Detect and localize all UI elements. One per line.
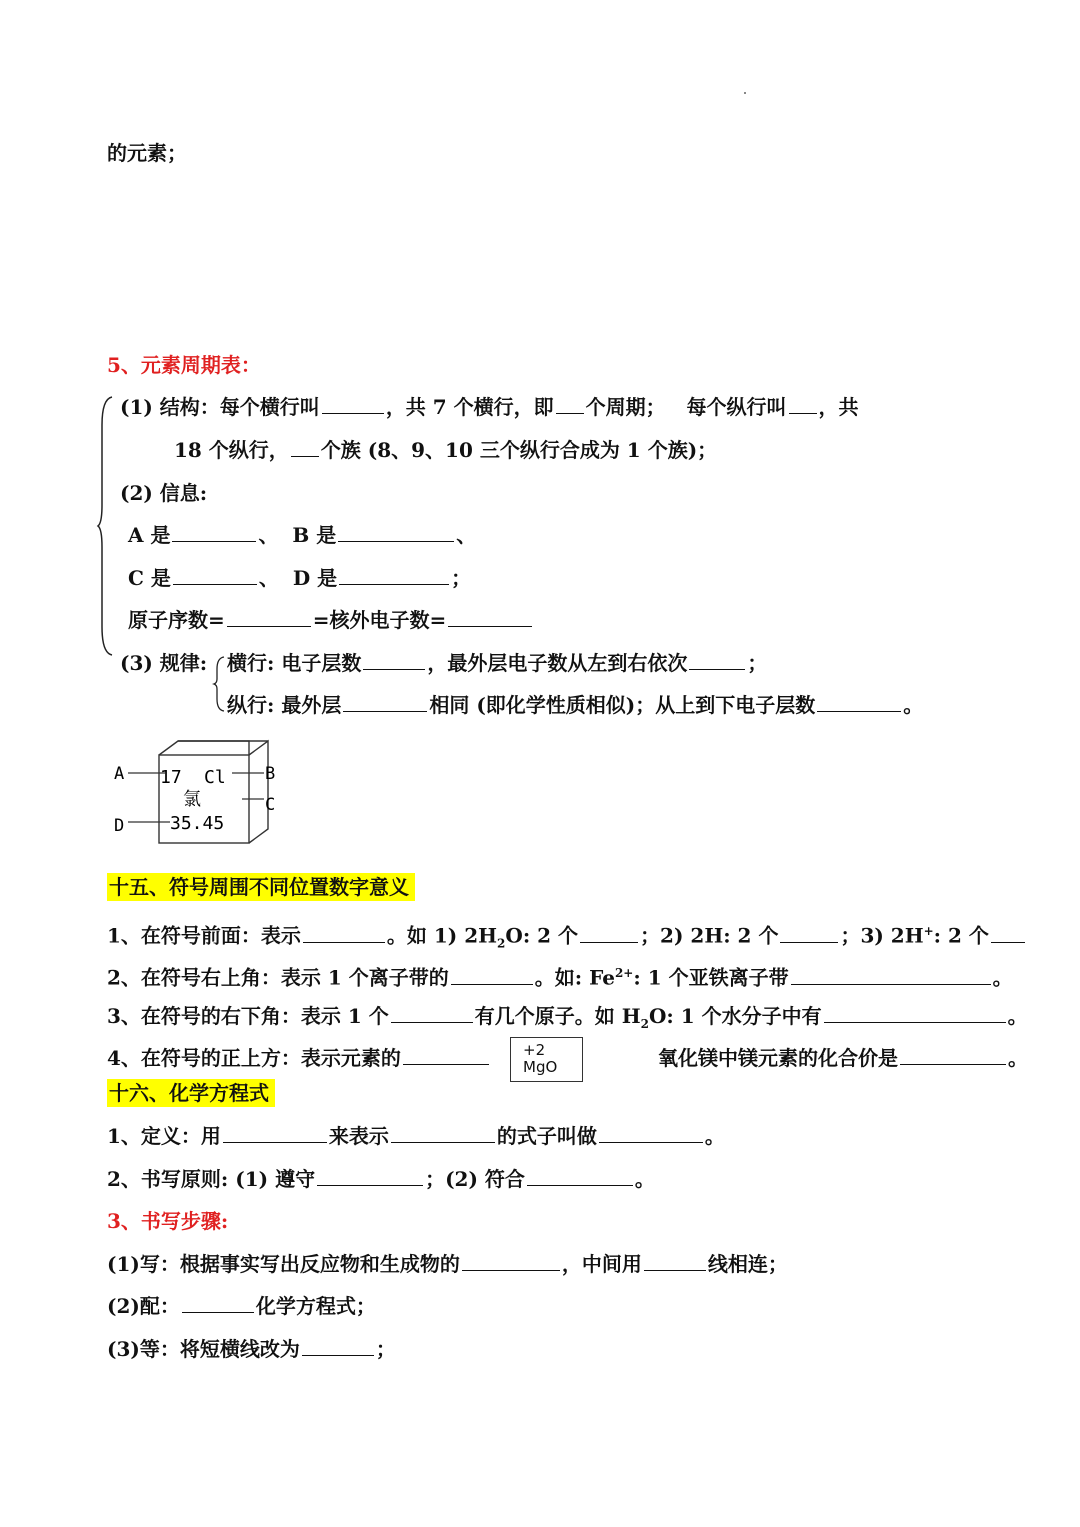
- blank-row-trend[interactable]: [689, 649, 745, 670]
- blank-equal-sign[interactable]: [302, 1335, 374, 1356]
- step-equal: (3)等：将短横线改为 ；: [107, 1337, 396, 1361]
- coefficient-line: 1、在符号前面：表示 。如 1) $2H_2O$: 2 个 ；2) 2H: 2 个 ；3) 2H+: 2 个: [107, 916, 1027, 959]
- blank-row-layers[interactable]: [363, 649, 425, 670]
- subscript-line: 3、在符号的右下角：表示 1 个 有几个原子。如 $H_2O$: 1 个水分子中有 。: [107, 1004, 1028, 1031]
- element-cube-diagram: [108, 735, 288, 850]
- label-b: B: [265, 764, 276, 784]
- blank-row-name[interactable]: [322, 393, 384, 414]
- mgo-valence-text: 氧化镁中镁元素的化合价是 。: [658, 1046, 1028, 1070]
- blank-group-count[interactable]: [291, 436, 319, 457]
- blank-fe-charge[interactable]: [791, 964, 991, 985]
- cube-side-face: [249, 741, 268, 843]
- label-d: D: [114, 816, 125, 836]
- rule-label: (3) 规律:: [120, 651, 208, 675]
- blank-def-represent[interactable]: [391, 1122, 495, 1143]
- blank-obey[interactable]: [317, 1165, 423, 1186]
- blank-balance[interactable]: [182, 1292, 254, 1313]
- rule-brace: [212, 655, 226, 713]
- step-write: (1)写：根据事实写出反应物和生成物的 ，中间用 线相连；: [107, 1252, 788, 1276]
- blank-2h-plus[interactable]: [991, 922, 1025, 943]
- blank-2h[interactable]: [780, 922, 838, 943]
- atomic-number: 17: [160, 767, 182, 788]
- principle-line: 2、书写原则: (1) 遵守 ；(2) 符合 。: [107, 1167, 655, 1191]
- cube-top-face: [159, 741, 249, 755]
- blank-conform[interactable]: [527, 1165, 633, 1186]
- section-16-heading: 十六、化学方程式: [107, 1078, 275, 1108]
- column-rule-line: 纵行: 最外层 相同 (即化学性质相似)；从上到下电子层数 。: [227, 693, 924, 717]
- blank-electron[interactable]: [448, 606, 532, 627]
- ab-line: A 是 、 B 是 、: [128, 523, 477, 547]
- intro-tail: 的元素；: [107, 141, 187, 165]
- above-symbol-line: 4、在符号的正上方：表示元素的: [107, 1043, 491, 1073]
- blank-column-name[interactable]: [789, 393, 817, 414]
- blank-column-outer[interactable]: [343, 691, 427, 712]
- blank-front-meaning[interactable]: [303, 922, 385, 943]
- info-label: (2) 信息:: [120, 481, 208, 505]
- stray-dot: [744, 92, 746, 94]
- blank-d[interactable]: [339, 564, 449, 585]
- mgo-valence-box: +2 MgO: [510, 1037, 583, 1082]
- element-name: 氯: [183, 789, 201, 810]
- step-balance: (2)配： 化学方程式；: [107, 1294, 376, 1318]
- blank-mg-valence[interactable]: [900, 1044, 1006, 1065]
- blank-c[interactable]: [173, 564, 257, 585]
- blank-charge[interactable]: [451, 964, 533, 985]
- blank-water-atoms[interactable]: [824, 1002, 1006, 1023]
- blank-a[interactable]: [172, 521, 256, 542]
- blank-2h2o[interactable]: [580, 922, 638, 943]
- label-a: A: [114, 764, 125, 784]
- cd-line: C 是 、 D 是 ；: [128, 566, 472, 590]
- writing-steps-heading: 3、书写步骤:: [107, 1209, 229, 1233]
- section-15-heading: 十五、符号周围不同位置数字意义: [107, 872, 415, 902]
- row-rule-line: 横行: 电子层数 ，最外层电子数从左到右依次 ；: [227, 651, 768, 675]
- atomic-mass: 35.45: [170, 813, 225, 834]
- definition-line: 1、定义：用 来表示 的式子叫做 。: [107, 1124, 725, 1148]
- blank-def-name[interactable]: [599, 1122, 703, 1143]
- blank-proton[interactable]: [227, 606, 311, 627]
- label-c: C: [265, 795, 276, 815]
- group-line: 18 个纵行， 个族 (8、9、10 三个纵行合成为 1 个族)；: [174, 438, 718, 462]
- blank-connector[interactable]: [644, 1250, 706, 1271]
- left-brace: [96, 395, 116, 657]
- superscript-line: 2、在符号右上角：表示 1 个离子带的 。如: $Fe^{2+}$: 1 个亚铁离子带 。: [107, 965, 1013, 990]
- blank-def-use[interactable]: [223, 1122, 327, 1143]
- blank-b[interactable]: [338, 521, 454, 542]
- blank-column-layers[interactable]: [817, 691, 901, 712]
- blank-formula[interactable]: [462, 1250, 560, 1271]
- blank-valence[interactable]: [403, 1044, 489, 1065]
- periodic-table-heading: 5、元素周期表：: [107, 353, 261, 377]
- blank-period-count[interactable]: [556, 393, 584, 414]
- structure-line: (1) 结构：每个横行叫 ，共 7 个横行，即 个周期； 每个纵行叫 ，共: [120, 395, 859, 419]
- element-symbol: Cl: [204, 767, 226, 788]
- atomic-number-line: 原子序数= =核外电子数=: [128, 605, 534, 635]
- blank-particle[interactable]: [391, 1002, 473, 1023]
